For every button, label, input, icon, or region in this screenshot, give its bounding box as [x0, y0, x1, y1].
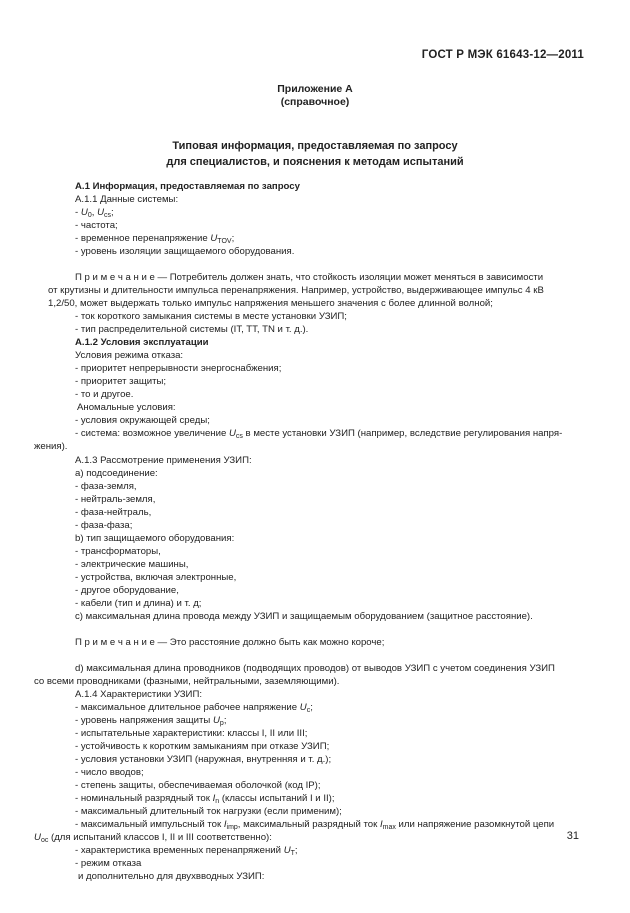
paragraph-text: Аномальные условия: [77, 402, 176, 413]
list-item: - фаза-земля, [75, 481, 137, 492]
note-text: П р и м е ч а н и е — Потребитель должен знать, что стойкость изоляции может меняться в зависимости [75, 272, 544, 283]
annex-subtitle: (справочное) [280, 96, 350, 108]
section-title-line-2: для специалистов, и пояснения к методам испытаний [166, 156, 464, 168]
subheading-a14: А.1.4 Характеристики УЗИП: [75, 689, 202, 700]
note-text: от крутизны и длительности импульса перенапряжения. Например, устройство, выдерживающее импульс 4 кВ [48, 285, 544, 296]
list-item: - устойчивость к коротким замыканиям при отказе УЗИП; [75, 741, 330, 752]
list-item: - приоритет защиты; [75, 376, 167, 387]
subheading-a12: А.1.2 Условия эксплуатации [75, 337, 209, 348]
list-item: - степень защиты, обеспечиваемая оболочкой (код IP); [75, 780, 321, 791]
list-item: - временное перенапряжение $U_{TOV}$; [75, 233, 235, 245]
paragraph-text: со всеми проводниками (фазными, нейтральными, заземляющими). [34, 676, 340, 687]
list-item: - $U_0$, $U_{cs}$; [75, 207, 114, 219]
list-item: - уровень изоляции защищаемого оборудования. [75, 246, 295, 257]
list-item: - трансформаторы, [75, 546, 161, 557]
annex-title: Приложение А [277, 83, 353, 95]
subheading-a13: А.1.3 Рассмотрение применения УЗИП: [75, 455, 252, 466]
list-item: - максимальный импульсный ток $I_{imp}$, максимальный разрядный ток $I_{max}$ или напряжение разомкнутой цепи [75, 819, 555, 831]
list-item: а) подсоединение: [75, 468, 158, 479]
section-title-line-1: Типовая информация, предоставляемая по запросу [172, 140, 458, 152]
list-item: - фаза-фаза; [75, 520, 133, 531]
list-item: b) тип защищаемого оборудования: [75, 533, 235, 544]
list-item: - максимальный длительный ток нагрузки (если применим); [75, 806, 342, 817]
list-item: - фаза-нейтраль, [75, 507, 152, 518]
note-text: П р и м е ч а н и е — Это расстояние должно быть как можно короче; [75, 637, 385, 648]
standard-header: ГОСТ Р МЭК 61643-12—2011 [421, 49, 584, 61]
list-item: - уровень напряжения защиты $U_p$; [75, 715, 227, 727]
page-number: 31 [566, 830, 579, 842]
list-item: - условия установки УЗИП (наружная, внутренняя и т. д.); [75, 754, 332, 765]
list-item: - ток короткого замыкания системы в месте установки УЗИП; [75, 311, 347, 322]
list-item: d) максимальная длина проводников (подводящих проводов) от выводов УЗИП с учетом соединения УЗИП [75, 663, 555, 674]
list-item: - номинальный разрядный ток $I_n$ (классы испытаний I и II); [75, 793, 335, 805]
list-item: - кабели (тип и длина) и т. д; [75, 598, 202, 609]
paragraph-text: $U_{oc}$ (для испытаний классов I, II и III соответственно): [34, 832, 272, 844]
list-item: - характеристика временных перенапряжений $U_T$; [75, 845, 298, 857]
paragraph-text: Условия режима отказа: [75, 350, 184, 361]
paragraph-text: жения). [34, 441, 68, 452]
heading-a1: А.1 Информация, предоставляемая по запросу [75, 181, 300, 192]
note-text: 1,2/50, может выдержать только импульс напряжения меньшего значения с более длинной волной; [48, 298, 493, 309]
list-item: - система: возможное увеличение $U_{cs}$ в месте установки УЗИП (например, вследствие регулирования напря- [75, 428, 563, 440]
list-item: - устройства, включая электронные, [75, 572, 237, 583]
list-item: - частота; [75, 220, 118, 231]
list-item: - условия окружающей среды; [75, 415, 210, 426]
list-item: - нейтраль-земля, [75, 494, 156, 505]
list-item: c) максимальная длина провода между УЗИП и защищаемым оборудованием (защитное расстояние). [75, 611, 533, 622]
list-item: - режим отказа [75, 858, 142, 869]
list-item: - максимальное длительное рабочее напряжение $U_c$; [75, 702, 313, 714]
list-item: - другое оборудование, [75, 585, 179, 596]
list-item: - испытательные характеристики: классы I, II или III; [75, 728, 308, 739]
list-item: - тип распределительной системы (IT, TT, TN и т. д.). [75, 324, 309, 335]
list-item: - приоритет непрерывности энергоснабжения; [75, 363, 282, 374]
subheading-a11: А.1.1 Данные системы: [75, 194, 179, 205]
list-item: - электрические машины, [75, 559, 189, 570]
list-item: - число вводов; [75, 767, 144, 778]
paragraph-text: и дополнительно для двухвводных УЗИП: [78, 871, 265, 882]
list-item: - то и другое. [75, 389, 134, 400]
